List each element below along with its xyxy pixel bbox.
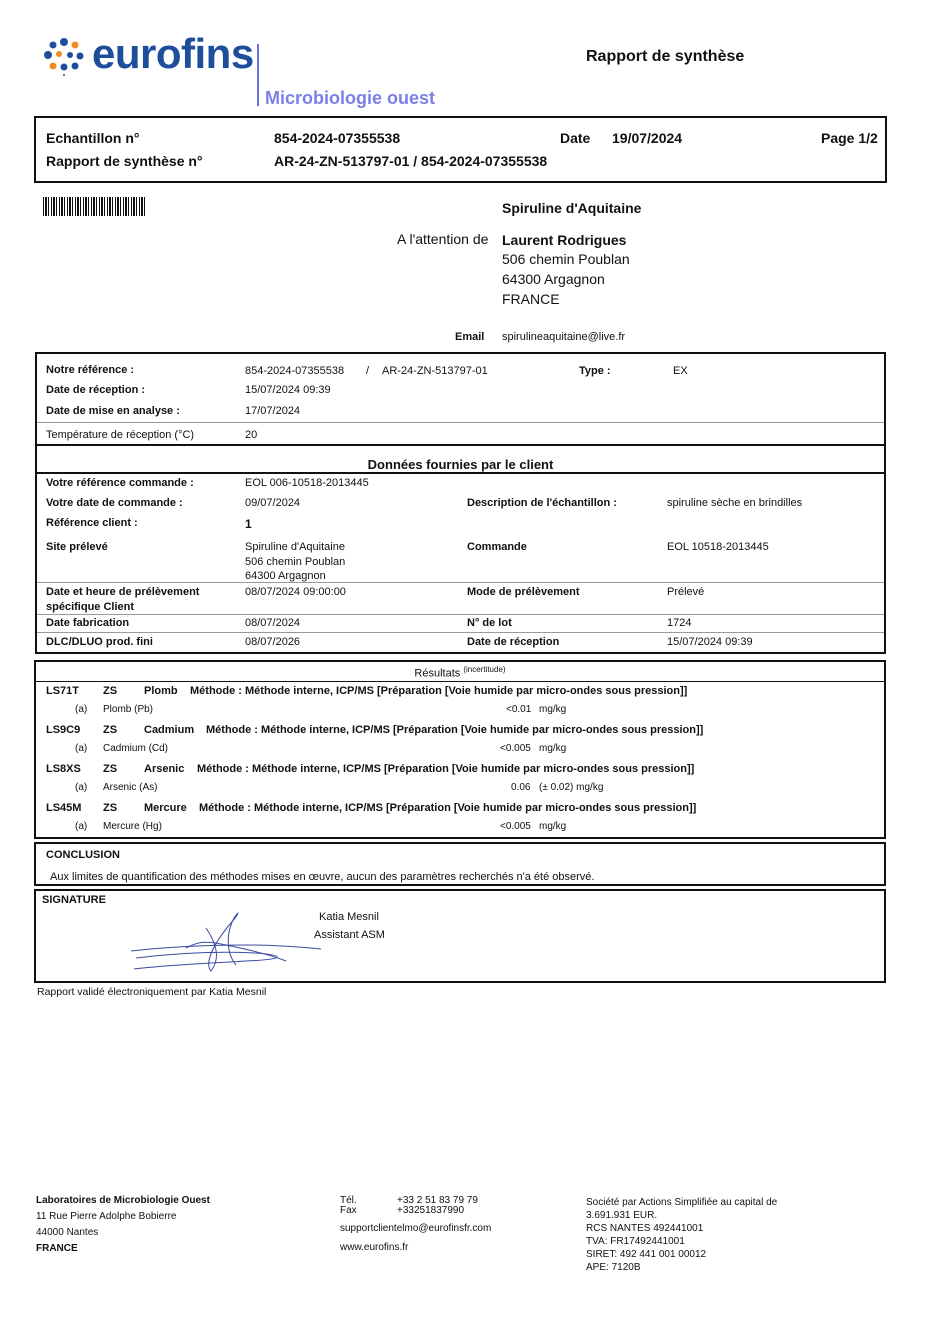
footer-street: 11 Rue Pierre Adolphe Bobierre [36, 1211, 177, 1222]
tel-number: +33 2 51 83 79 79 [397, 1195, 478, 1206]
legal-line: SIRET: 492 441 001 00012 [586, 1249, 707, 1260]
fabrication-label: Date fabrication [46, 617, 130, 629]
legal-line: APE: 7120B [586, 1262, 641, 1273]
conclusion-title: CONCLUSION [46, 849, 120, 861]
signature-title: SIGNATURE [42, 894, 106, 906]
temp-label: Température de réception (°C) [46, 429, 195, 441]
fax-number: +33251837990 [397, 1205, 465, 1216]
fabrication-date: 08/07/2024 [245, 617, 301, 629]
sample-label: Echantillon n° [46, 130, 140, 146]
results-box [34, 660, 886, 839]
support-email[interactable]: supportclientelmo@eurofinsfr.com [340, 1223, 492, 1234]
result-value: <0.005 [500, 821, 531, 832]
result-tag: (a) [75, 743, 88, 754]
attention-label: A l'attention de [397, 231, 489, 247]
type-label: Type : [579, 365, 611, 377]
lot-label: N° de lot [467, 617, 512, 629]
client-ref-label: Référence client : [46, 517, 138, 529]
footer-city: 44000 Nantes [36, 1227, 99, 1238]
result-zs: ZS [103, 724, 118, 736]
result-value: <0.01 [506, 704, 532, 715]
result-code: LS71T [46, 685, 80, 697]
signatory-name: Katia Mesnil [319, 911, 379, 923]
legal-line: 3.691.931 EUR. [586, 1210, 658, 1221]
recipient-street: 506 chemin Poublan [502, 251, 630, 267]
legal-line: Société par Actions Simplifiée au capital de [586, 1197, 778, 1208]
footer-country: FRANCE [36, 1243, 78, 1254]
client-reception-label: Date de réception [467, 636, 560, 648]
result-code: LS8XS [46, 763, 81, 775]
order-date-label: Votre date de commande : [46, 497, 183, 509]
footer-legal [586, 1196, 777, 1274]
date-label: Date [560, 130, 591, 146]
website-link[interactable]: www.eurofins.fr [340, 1242, 409, 1253]
analysis-date: 17/07/2024 [245, 405, 301, 417]
sampling-label-2: spécifique Client [46, 601, 135, 613]
result-zs: ZS [103, 763, 118, 775]
report-number-label: Rapport de synthèse n° [46, 153, 203, 169]
page-indicator: Page 1/2 [821, 130, 878, 146]
description: spiruline sèche en brindilles [667, 497, 803, 509]
result-unit: mg/kg [539, 743, 567, 754]
result-parameter: Plomb (Pb) [103, 704, 154, 715]
reception-date: 15/07/2024 09:39 [245, 384, 331, 396]
recipient-company: Spiruline d'Aquitaine [502, 200, 642, 216]
result-tag: (a) [75, 704, 88, 715]
order-ref-label: Votre référence commande : [46, 477, 194, 489]
dlc-date: 08/07/2026 [245, 636, 301, 648]
result-name: Arsenic [144, 763, 185, 775]
our-ref-2: AR-24-ZN-513797-01 [382, 365, 488, 377]
our-ref-label: Notre référence : [46, 364, 135, 376]
logo-divider [257, 44, 259, 106]
result-tag: (a) [75, 782, 88, 793]
result-value: <0.005 [500, 743, 531, 754]
result-unit: (± 0.02) mg/kg [539, 782, 604, 793]
results-title: Résultats [414, 667, 461, 680]
signatory-role: Assistant ASM [314, 929, 385, 941]
order-date: 09/07/2024 [245, 497, 301, 509]
footer-lab-address [36, 1193, 210, 1257]
sample-info-box [35, 352, 886, 654]
report-type-title: Rapport de synthèse [586, 48, 745, 65]
eurofins-logo-dots-icon [42, 36, 86, 76]
site-line-1: Spiruline d'Aquitaine [245, 541, 345, 553]
email-label: Email [455, 331, 485, 343]
our-ref: 854-2024-07355538 [245, 365, 345, 377]
report-number: AR-24-ZN-513797-01 / 854-2024-07355538 [274, 153, 548, 169]
description-label: Description de l'échantillon : [467, 497, 617, 509]
sample-number: 854-2024-07355538 [274, 130, 401, 146]
order-ref: EOL 006-10518-2013445 [245, 477, 369, 489]
result-unit: mg/kg [539, 704, 567, 715]
result-value: 0.06 [511, 782, 531, 793]
validation-note: Rapport validé électroniquement par Katia Mesnil [37, 986, 267, 998]
legal-line: TVA: FR17492441001 [586, 1236, 685, 1247]
recipient-email: spirulineaquitaine@live.fr [502, 331, 626, 343]
divider [37, 582, 884, 583]
site-label: Site prélevé [46, 541, 108, 553]
recipient-city: 64300 Argagnon [502, 271, 605, 287]
reception-label: Date de réception : [46, 384, 146, 396]
result-parameter: Mercure (Hg) [103, 821, 162, 832]
recipient-country: FRANCE [502, 291, 560, 307]
conclusion-text: Aux limites de quantification des méthodes mises en œuvre, aucun des paramètres recherchés n'a été observé. [50, 871, 595, 883]
summary-box [34, 116, 887, 183]
mode-label: Mode de prélèvement [467, 586, 580, 598]
division-name: Microbiologie ouest [265, 88, 436, 108]
divider [37, 614, 884, 615]
conclusion-box [34, 842, 886, 886]
sampling-datetime: 08/07/2024 09:00:00 [245, 586, 346, 598]
type-value: EX [673, 365, 688, 377]
command-label: Commande [467, 541, 527, 553]
command: EOL 10518-2013445 [667, 541, 769, 553]
signature-box [34, 889, 886, 983]
result-zs: ZS [103, 802, 118, 814]
site-line-3: 64300 Argagnon [245, 570, 326, 582]
recipient-name: Laurent Rodrigues [502, 232, 627, 248]
result-name: Plomb [144, 685, 178, 697]
result-code: LS45M [46, 802, 82, 814]
temp-value: 20 [245, 429, 258, 441]
client-reception-date: 15/07/2024 09:39 [667, 636, 753, 648]
result-method: Méthode : Méthode interne, ICP/MS [Préparation [Voie humide par micro-ondes sous pression]] [197, 763, 695, 775]
results-header [36, 662, 884, 682]
sampling-label-1: Date et heure de prélèvement [46, 586, 200, 598]
result-name: Mercure [144, 802, 187, 814]
divider [37, 422, 884, 423]
tel-label: Tél. [340, 1195, 357, 1206]
client-data-title: Données fournies par le client [367, 457, 554, 472]
result-method: Méthode : Méthode interne, ICP/MS [Préparation [Voie humide par micro-ondes sous pression]] [190, 685, 688, 697]
dlc-label: DLC/DLUO prod. fini [46, 636, 153, 648]
footer-contact [340, 1196, 491, 1253]
client-ref: 1 [245, 517, 252, 531]
result-method: Méthode : Méthode interne, ICP/MS [Préparation [Voie humide par micro-ondes sous pression]] [206, 724, 704, 736]
divider [37, 632, 884, 633]
site-line-2: 506 chemin Poublan [245, 556, 346, 568]
footer-lab-name: Laboratoires de Microbiologie Ouest [36, 1195, 210, 1206]
report-date: 19/07/2024 [612, 130, 683, 146]
analysis-label: Date de mise en analyse : [46, 405, 180, 417]
barcode [43, 197, 147, 216]
result-unit: mg/kg [539, 821, 567, 832]
ref-separator: / [366, 365, 370, 377]
lot-number: 1724 [667, 617, 692, 629]
divider [37, 444, 884, 446]
results-title-note: (incertitude) [463, 665, 506, 674]
result-parameter: Cadmium (Cd) [103, 743, 169, 754]
result-name: Cadmium [144, 724, 195, 736]
result-zs: ZS [103, 685, 118, 697]
divider [37, 472, 884, 474]
brand-logo: eurofins [92, 30, 254, 77]
result-code: LS9C9 [46, 724, 81, 736]
result-method: Méthode : Méthode interne, ICP/MS [Préparation [Voie humide par micro-ondes sous pression]] [199, 802, 697, 814]
legal-line: RCS NANTES 492441001 [586, 1223, 704, 1234]
sampling-mode: Prélevé [667, 586, 705, 598]
handwritten-signature [126, 903, 326, 978]
result-parameter: Arsenic (As) [103, 782, 158, 793]
fax-label: Fax [340, 1205, 357, 1216]
result-tag: (a) [75, 821, 88, 832]
